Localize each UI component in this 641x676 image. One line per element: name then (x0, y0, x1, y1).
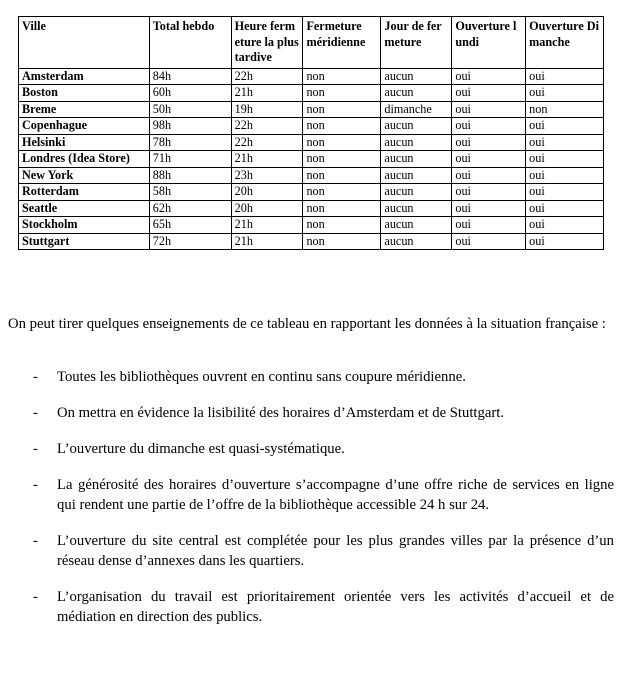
table-cell: aucun (381, 167, 452, 184)
table-cell: 22h (231, 134, 303, 151)
table-cell: oui (526, 217, 604, 234)
table-cell: oui (452, 184, 526, 201)
table-row (19, 200, 604, 217)
table-cell: non (303, 134, 381, 151)
table-cell: non (303, 167, 381, 184)
table-cell: aucun (381, 85, 452, 102)
table-cell: aucun (381, 184, 452, 201)
table-cell: non (303, 118, 381, 135)
table-cell: 72h (149, 233, 231, 250)
table-cell: 88h (149, 167, 231, 184)
bullet-text: Toutes les bibliothèques ouvrent en continu sans coupure méridienne. (57, 369, 466, 385)
city-cell: Seattle (19, 200, 150, 217)
bullet-text: L’ouverture du dimanche est quasi-systématique. (57, 441, 345, 457)
table-cell: dimanche (381, 101, 452, 118)
table-cell: oui (526, 233, 604, 250)
table-cell: 21h (231, 85, 303, 102)
city-cell: Breme (19, 101, 150, 118)
dash-marker: - (33, 441, 38, 457)
table-cell: 22h (231, 118, 303, 135)
city-cell: Stockholm (19, 217, 150, 234)
table-row (19, 85, 604, 102)
table-cell: oui (452, 233, 526, 250)
table-cell: 84h (149, 68, 231, 85)
table-cell: 21h (231, 233, 303, 250)
table-cell: non (526, 101, 604, 118)
bullet-item (8, 587, 614, 627)
library-hours-table (18, 16, 604, 250)
column-header: Total hebdo (149, 17, 231, 69)
table-row (19, 184, 604, 201)
table-cell: oui (452, 217, 526, 234)
table-cell: oui (452, 151, 526, 168)
table-cell: oui (526, 134, 604, 151)
city-cell: Rotterdam (19, 184, 150, 201)
city-cell: Londres (Idea Store) (19, 151, 150, 168)
table-row (19, 134, 604, 151)
table-cell: non (303, 85, 381, 102)
table-row (19, 233, 604, 250)
table-cell: 19h (231, 101, 303, 118)
table-cell: 21h (231, 151, 303, 168)
column-header: Ouverture lundi (452, 17, 526, 69)
table-cell: aucun (381, 134, 452, 151)
table-cell: oui (526, 68, 604, 85)
dash-marker: - (33, 477, 38, 493)
table-cell: oui (526, 167, 604, 184)
column-header: Ville (19, 17, 150, 69)
table-cell: aucun (381, 68, 452, 85)
city-cell: Stuttgart (19, 233, 150, 250)
table-cell: 20h (231, 184, 303, 201)
city-cell: Amsterdam (19, 68, 150, 85)
table-row (19, 151, 604, 168)
table-cell: 23h (231, 167, 303, 184)
table-cell: oui (526, 118, 604, 135)
table-cell: aucun (381, 233, 452, 250)
table-cell: oui (452, 85, 526, 102)
table-row (19, 167, 604, 184)
column-header: Jour de fermeture (381, 17, 452, 69)
table-cell: oui (452, 101, 526, 118)
table-cell: non (303, 151, 381, 168)
table-cell: aucun (381, 151, 452, 168)
table-cell: oui (526, 200, 604, 217)
bullet-text: L’organisation du travail est prioritairement orientée vers les activités d’accueil et de médiation en direction des publics. (57, 589, 614, 625)
table-cell: non (303, 184, 381, 201)
table-cell: oui (452, 134, 526, 151)
city-cell: Boston (19, 85, 150, 102)
table-cell: aucun (381, 118, 452, 135)
bullet-item (8, 439, 614, 459)
bullet-text: La générosité des horaires d’ouverture s’accompagne d’une offre riche de services en ligne qui rendent une partie de l’offre de la bibliothèque accessible 24 h sur 24. (57, 477, 614, 513)
table-cell: 65h (149, 217, 231, 234)
table-cell: aucun (381, 217, 452, 234)
table-cell: 71h (149, 151, 231, 168)
table-cell: non (303, 217, 381, 234)
table-cell: 50h (149, 101, 231, 118)
table-cell: 98h (149, 118, 231, 135)
table-cell: non (303, 200, 381, 217)
bullet-item (8, 403, 614, 423)
table-cell: 78h (149, 134, 231, 151)
table-cell: oui (526, 151, 604, 168)
table-cell: aucun (381, 200, 452, 217)
table-cell: oui (452, 68, 526, 85)
table-cell: non (303, 233, 381, 250)
bullet-list (8, 367, 614, 627)
table-body (19, 68, 604, 250)
table-cell: non (303, 101, 381, 118)
column-header: Ouverture Dimanche (526, 17, 604, 69)
table-cell: oui (526, 85, 604, 102)
bullet-item (8, 475, 614, 515)
table-cell: oui (452, 167, 526, 184)
column-header: Fermeture méridienne (303, 17, 381, 69)
city-cell: New York (19, 167, 150, 184)
bullet-item (8, 531, 614, 571)
table-cell: 22h (231, 68, 303, 85)
table-cell: 20h (231, 200, 303, 217)
table-cell: oui (526, 184, 604, 201)
table-row (19, 217, 604, 234)
table-cell: 60h (149, 85, 231, 102)
table-header-row (19, 17, 604, 69)
table-cell: non (303, 68, 381, 85)
dash-marker: - (33, 369, 38, 385)
bullet-text: On mettra en évidence la lisibilité des horaires d’Amsterdam et de Stuttgart. (57, 405, 505, 421)
dash-marker: - (33, 533, 38, 549)
column-header: Heure fermeture la plus tardive (231, 17, 303, 69)
table-cell: 21h (231, 217, 303, 234)
table-row (19, 68, 604, 85)
table-row (19, 101, 604, 118)
intro-paragraph: On peut tirer quelques enseignements de ce tableau en rapportant les données à la situation française : (8, 316, 606, 332)
table-cell: 62h (149, 200, 231, 217)
city-cell: Copenhague (19, 118, 150, 135)
bullet-item (8, 367, 614, 387)
dash-marker: - (33, 589, 38, 605)
city-cell: Helsinki (19, 134, 150, 151)
dash-marker: - (33, 405, 38, 421)
table-row (19, 118, 604, 135)
table-cell: oui (452, 200, 526, 217)
bullet-text: L’ouverture du site central est complétée pour les plus grandes villes par la présence d’un réseau dense d’annexes dans les quartiers. (57, 533, 614, 569)
table-cell: oui (452, 118, 526, 135)
table-cell: 58h (149, 184, 231, 201)
